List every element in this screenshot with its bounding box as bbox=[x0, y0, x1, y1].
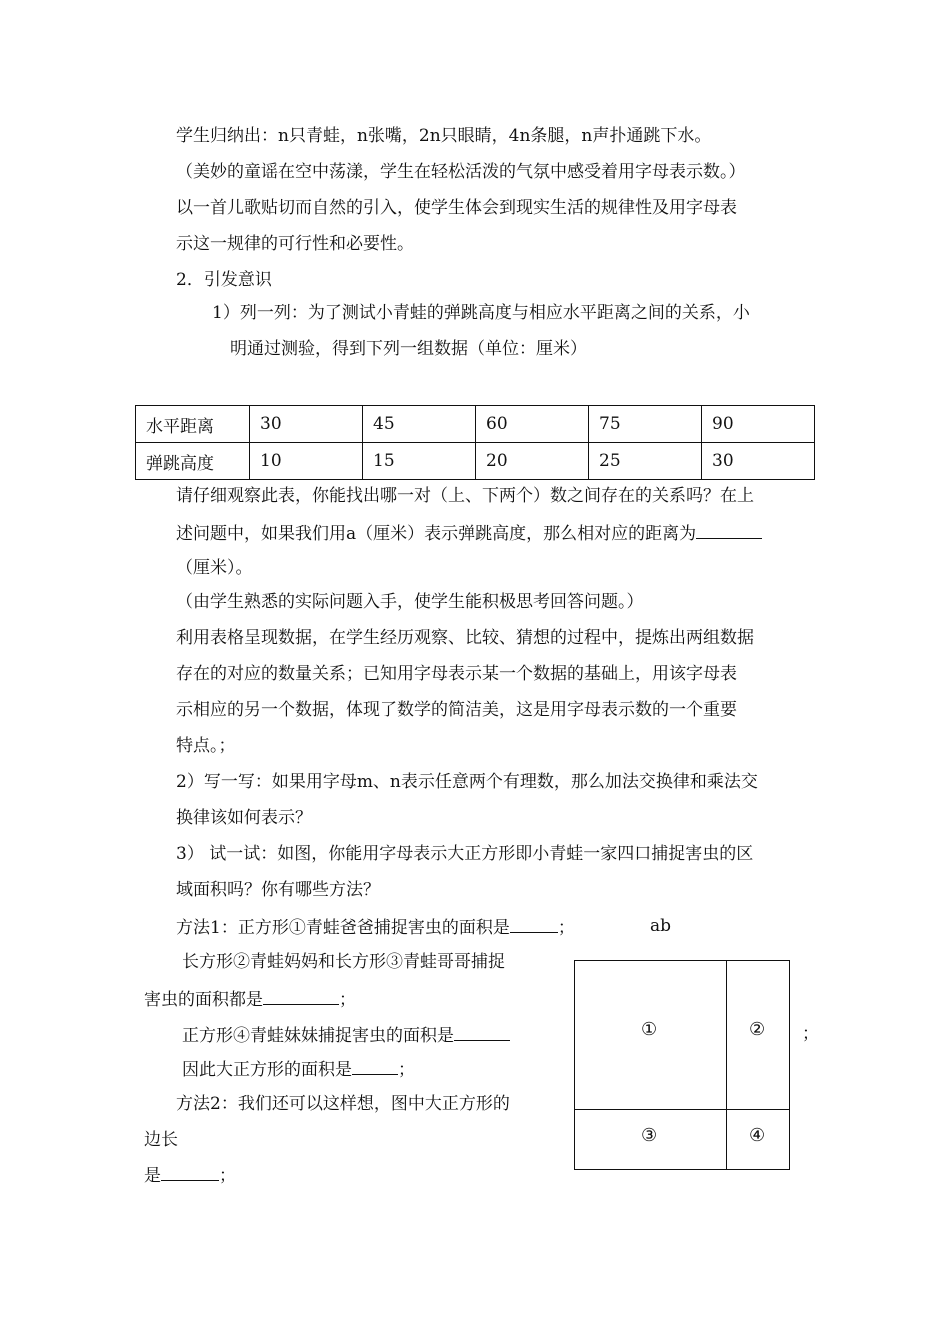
text-line: 特点。； bbox=[176, 736, 236, 756]
text-line bbox=[176, 520, 762, 546]
text-line: 示这一规律的可行性和必要性。 bbox=[176, 234, 414, 254]
text-line: 1）列一列：为了测试小青蛙的弹跳高度与相应水平距离之间的关系，小 bbox=[212, 303, 750, 323]
text-line: 2）写一写：如果用字母m、n表示任意两个有理数，那么加法交换律和乘法交 bbox=[176, 772, 758, 792]
text-span: ； bbox=[557, 918, 575, 938]
text-line: 3） 试一试：如图，你能用字母表示大正方形即小青蛙一家四口捕捉害虫的区 bbox=[176, 844, 754, 864]
divider-vertical bbox=[726, 961, 727, 1169]
text-line: 换律该如何表示？ bbox=[176, 808, 312, 828]
text-span: 方法1：正方形①青蛙爸爸捕捉害虫的面积是 bbox=[176, 918, 510, 938]
table-row-label: 水平距离 bbox=[136, 406, 250, 443]
table-cell: 30 bbox=[702, 443, 815, 480]
answer-blank bbox=[454, 1022, 510, 1041]
table-cell: 15 bbox=[363, 443, 476, 480]
table-row bbox=[136, 443, 815, 480]
region-label-1: ① bbox=[641, 1019, 658, 1040]
table-cell: 45 bbox=[363, 406, 476, 443]
text-line: 长方形②青蛙妈妈和长方形③青蛙哥哥捕捉 bbox=[182, 952, 505, 972]
answer-blank bbox=[510, 914, 558, 933]
text-line: （由学生熟悉的实际问题入手，使学生能积极思考回答问题。） bbox=[176, 592, 644, 612]
answer-blank bbox=[161, 1162, 219, 1181]
text-span: ； bbox=[398, 1060, 415, 1080]
square-diagram bbox=[574, 960, 790, 1170]
text-line: （厘米）。 bbox=[176, 558, 253, 578]
region-label-2: ② bbox=[749, 1019, 766, 1040]
text-line: 利用表格呈现数据，在学生经历观察、比较、猜想的过程中，提炼出两组数据 bbox=[176, 628, 754, 648]
text-span: ； bbox=[219, 1166, 236, 1186]
answer-blank bbox=[352, 1056, 398, 1075]
region-label-4: ④ bbox=[749, 1125, 766, 1146]
text-line bbox=[144, 1162, 236, 1188]
text-span: 是 bbox=[144, 1166, 161, 1186]
text-span: 因此大正方形的面积是 bbox=[182, 1060, 352, 1080]
table-cell: 60 bbox=[476, 406, 589, 443]
table-cell: 90 bbox=[702, 406, 815, 443]
text-span: 害虫的面积都是 bbox=[144, 990, 263, 1010]
text-line: 以一首儿歌贴切而自然的引入，使学生体会到现实生活的规律性及用字母表 bbox=[176, 198, 737, 218]
text-line: 学生归纳出：n只青蛙，n张嘴，2n只眼睛，4n条腿，n声扑通跳下水。 bbox=[176, 126, 712, 146]
region-label-3: ③ bbox=[641, 1125, 658, 1146]
text-line: 请仔细观察此表，你能找出哪一对（上、下两个）数之间存在的关系吗？在上 bbox=[176, 486, 754, 506]
text-line: 方法2：我们还可以这样想，图中大正方形的 bbox=[176, 1094, 510, 1114]
text-line: 存在的对应的数量关系；已知用字母表示某一个数据的基础上，用该字母表 bbox=[176, 664, 737, 684]
divider-horizontal bbox=[575, 1109, 789, 1110]
section-heading: 2．引发意识 bbox=[176, 270, 272, 290]
text-line bbox=[176, 914, 575, 940]
figure-side-labels: ab bbox=[650, 916, 672, 936]
table-row bbox=[136, 406, 815, 443]
data-table bbox=[135, 405, 815, 480]
text-line: 域面积吗？你有哪些方法？ bbox=[176, 880, 380, 900]
table-cell: 30 bbox=[250, 406, 363, 443]
answer-blank bbox=[263, 986, 339, 1005]
answer-blank bbox=[696, 520, 762, 539]
text-span: 述问题中，如果我们用a（厘米）表示弹跳高度，那么相对应的距离为 bbox=[176, 524, 697, 544]
figure-side-mark: ； bbox=[802, 1024, 819, 1044]
table-cell: 10 bbox=[250, 443, 363, 480]
table-row-label: 弹跳高度 bbox=[136, 443, 250, 480]
text-line: 明通过测验，得到下列一组数据（单位：厘米） bbox=[230, 339, 587, 359]
table-cell: 20 bbox=[476, 443, 589, 480]
text-line: 示相应的另一个数据，体现了数学的简洁美，这是用字母表示数的一个重要 bbox=[176, 700, 737, 720]
text-line bbox=[182, 1056, 415, 1082]
text-line: 边长 bbox=[144, 1130, 178, 1150]
text-span: 正方形④青蛙妹妹捕捉害虫的面积是 bbox=[182, 1026, 454, 1046]
text-line bbox=[182, 1022, 510, 1048]
text-line: （美妙的童谣在空中荡漾，学生在轻松活泼的气氛中感受着用字母表示数。） bbox=[176, 162, 746, 182]
table-cell: 75 bbox=[589, 406, 702, 443]
text-line bbox=[144, 986, 356, 1012]
table-cell: 25 bbox=[589, 443, 702, 480]
text-span: ； bbox=[339, 990, 356, 1010]
